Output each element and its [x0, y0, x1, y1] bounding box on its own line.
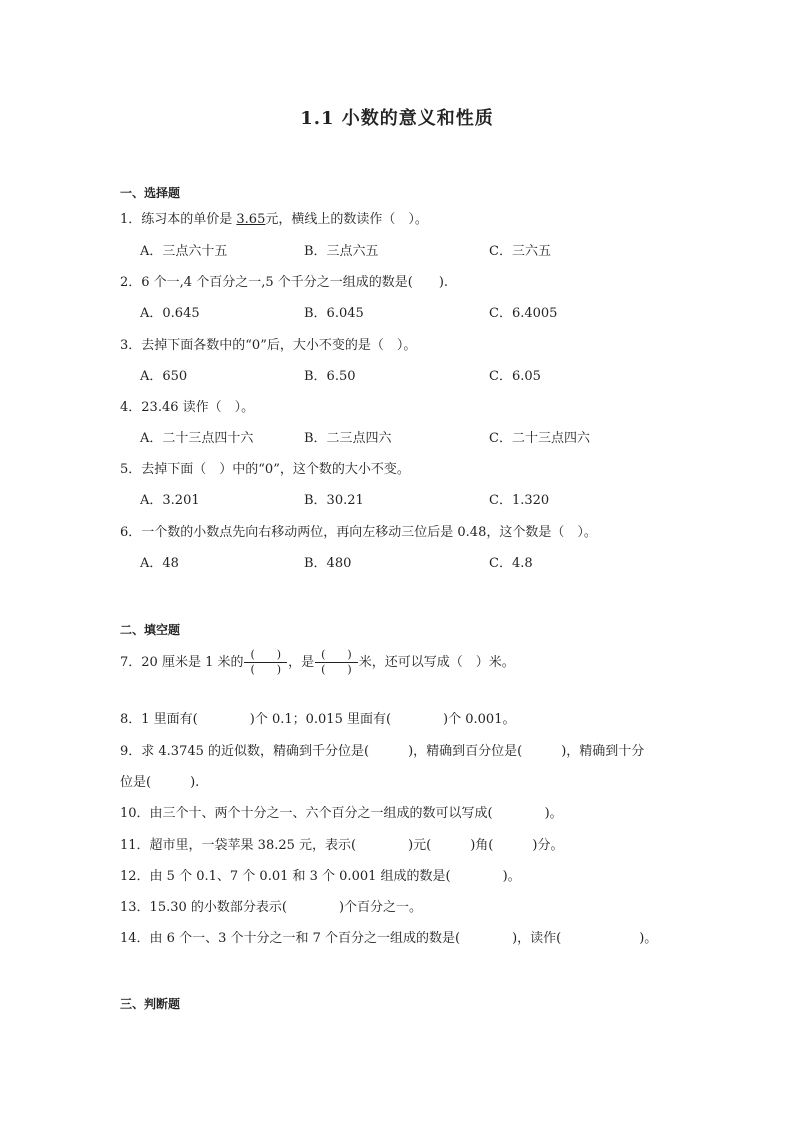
question-7-text-post: 米，还可以写成（ ）米。 [358, 655, 515, 670]
question-2: 2．6 个一,4 个百分之一,5 个千分之一组成的数是( ). [120, 275, 449, 290]
question-1-option-c: C．三六五 [489, 244, 551, 259]
question-4-option-c: C．二十三点四六 [489, 431, 590, 446]
question-4-option-b: B．二三点四六 [304, 431, 392, 446]
question-3: 3．去掉下面各数中的“0”后，大小不变的是（ ）。 [120, 338, 417, 353]
section-title-true-false: 三、判断题 [120, 997, 181, 1011]
question-1-text-post: 元，横线上的数读作（ ）。 [265, 212, 428, 227]
question-8: 8．1 里面有( )个 0.1；0.015 里面有( )个 0.001。 [120, 712, 516, 727]
question-1-underlined-value: 3.65 [236, 212, 266, 227]
fraction-blank-2-numerator: ( ) [315, 648, 358, 663]
section-title-fill-in: 二、填空题 [120, 623, 181, 637]
question-1-option-a: A．三点六十五 [140, 244, 228, 259]
fraction-blank-1-numerator: ( ) [244, 648, 287, 663]
fraction-blank-1 [244, 648, 287, 677]
question-7-text-mid: ，是 [288, 655, 315, 670]
question-14: 14．由 6 个一、3 个十分之一和 7 个百分之一组成的数是( )，读作( )。 [120, 931, 658, 946]
question-5-option-b: B．30.21 [304, 493, 364, 508]
question-6-option-c: C．4.8 [489, 556, 533, 571]
fraction-blank-2-denominator: ( ) [321, 663, 352, 676]
fraction-blank-2 [315, 648, 358, 677]
question-9-line-1: 9．求 4.3745 的近似数，精确到千分位是( )，精确到百分位是( )，精确到十分 [120, 744, 645, 759]
fraction-blank-1-denominator: ( ) [250, 663, 282, 676]
section-title-choice: 一、选择题 [120, 186, 181, 200]
question-6-option-a: A．48 [140, 556, 179, 571]
question-3-option-c: C．6.05 [489, 369, 541, 384]
question-12: 12．由 5 个 0.1、7 个 0.01 和 3 个 0.001 组成的数是( )。 [120, 869, 521, 884]
question-4-option-a: A．二十三点四十六 [140, 431, 254, 446]
question-1-text-pre: 1．练习本的单价是 [120, 212, 237, 227]
question-3-option-b: B．6.50 [304, 369, 356, 384]
question-11: 11．超市里，一袋苹果 38.25 元，表示( )元( )角( )分。 [120, 838, 564, 853]
question-2-option-a: A．0.645 [140, 306, 200, 321]
question-6-option-b: B．480 [304, 556, 352, 571]
question-2-option-c: C．6.4005 [489, 306, 558, 321]
question-7 [120, 648, 515, 677]
question-5-option-a: A．3.201 [140, 493, 200, 508]
question-3-option-a: A．650 [140, 369, 188, 384]
question-7-text-pre: 7．20 厘米是 1 米的 [120, 655, 244, 670]
question-2-option-b: B．6.045 [304, 306, 364, 321]
question-6: 6．一个数的小数点先向右移动两位，再向左移动三位后是 0.48，这个数是（ ）。 [120, 525, 597, 540]
page-title: 1.1 小数的意义和性质 [300, 108, 494, 129]
question-1 [120, 208, 428, 227]
question-4: 4．23.46 读作（ ）。 [120, 400, 255, 415]
question-10: 10．由三个十、两个十分之一、六个百分之一组成的数可以写成( )。 [120, 806, 563, 821]
question-5-option-c: C．1.320 [489, 493, 550, 508]
question-13: 13．15.30 的小数部分表示( )个百分之一。 [120, 900, 423, 915]
question-5: 5．去掉下面（ ）中的“0”，这个数的大小不变。 [120, 462, 410, 477]
question-9-line-2: 位是( ). [120, 775, 200, 790]
question-1-option-b: B．三点六五 [304, 244, 379, 259]
